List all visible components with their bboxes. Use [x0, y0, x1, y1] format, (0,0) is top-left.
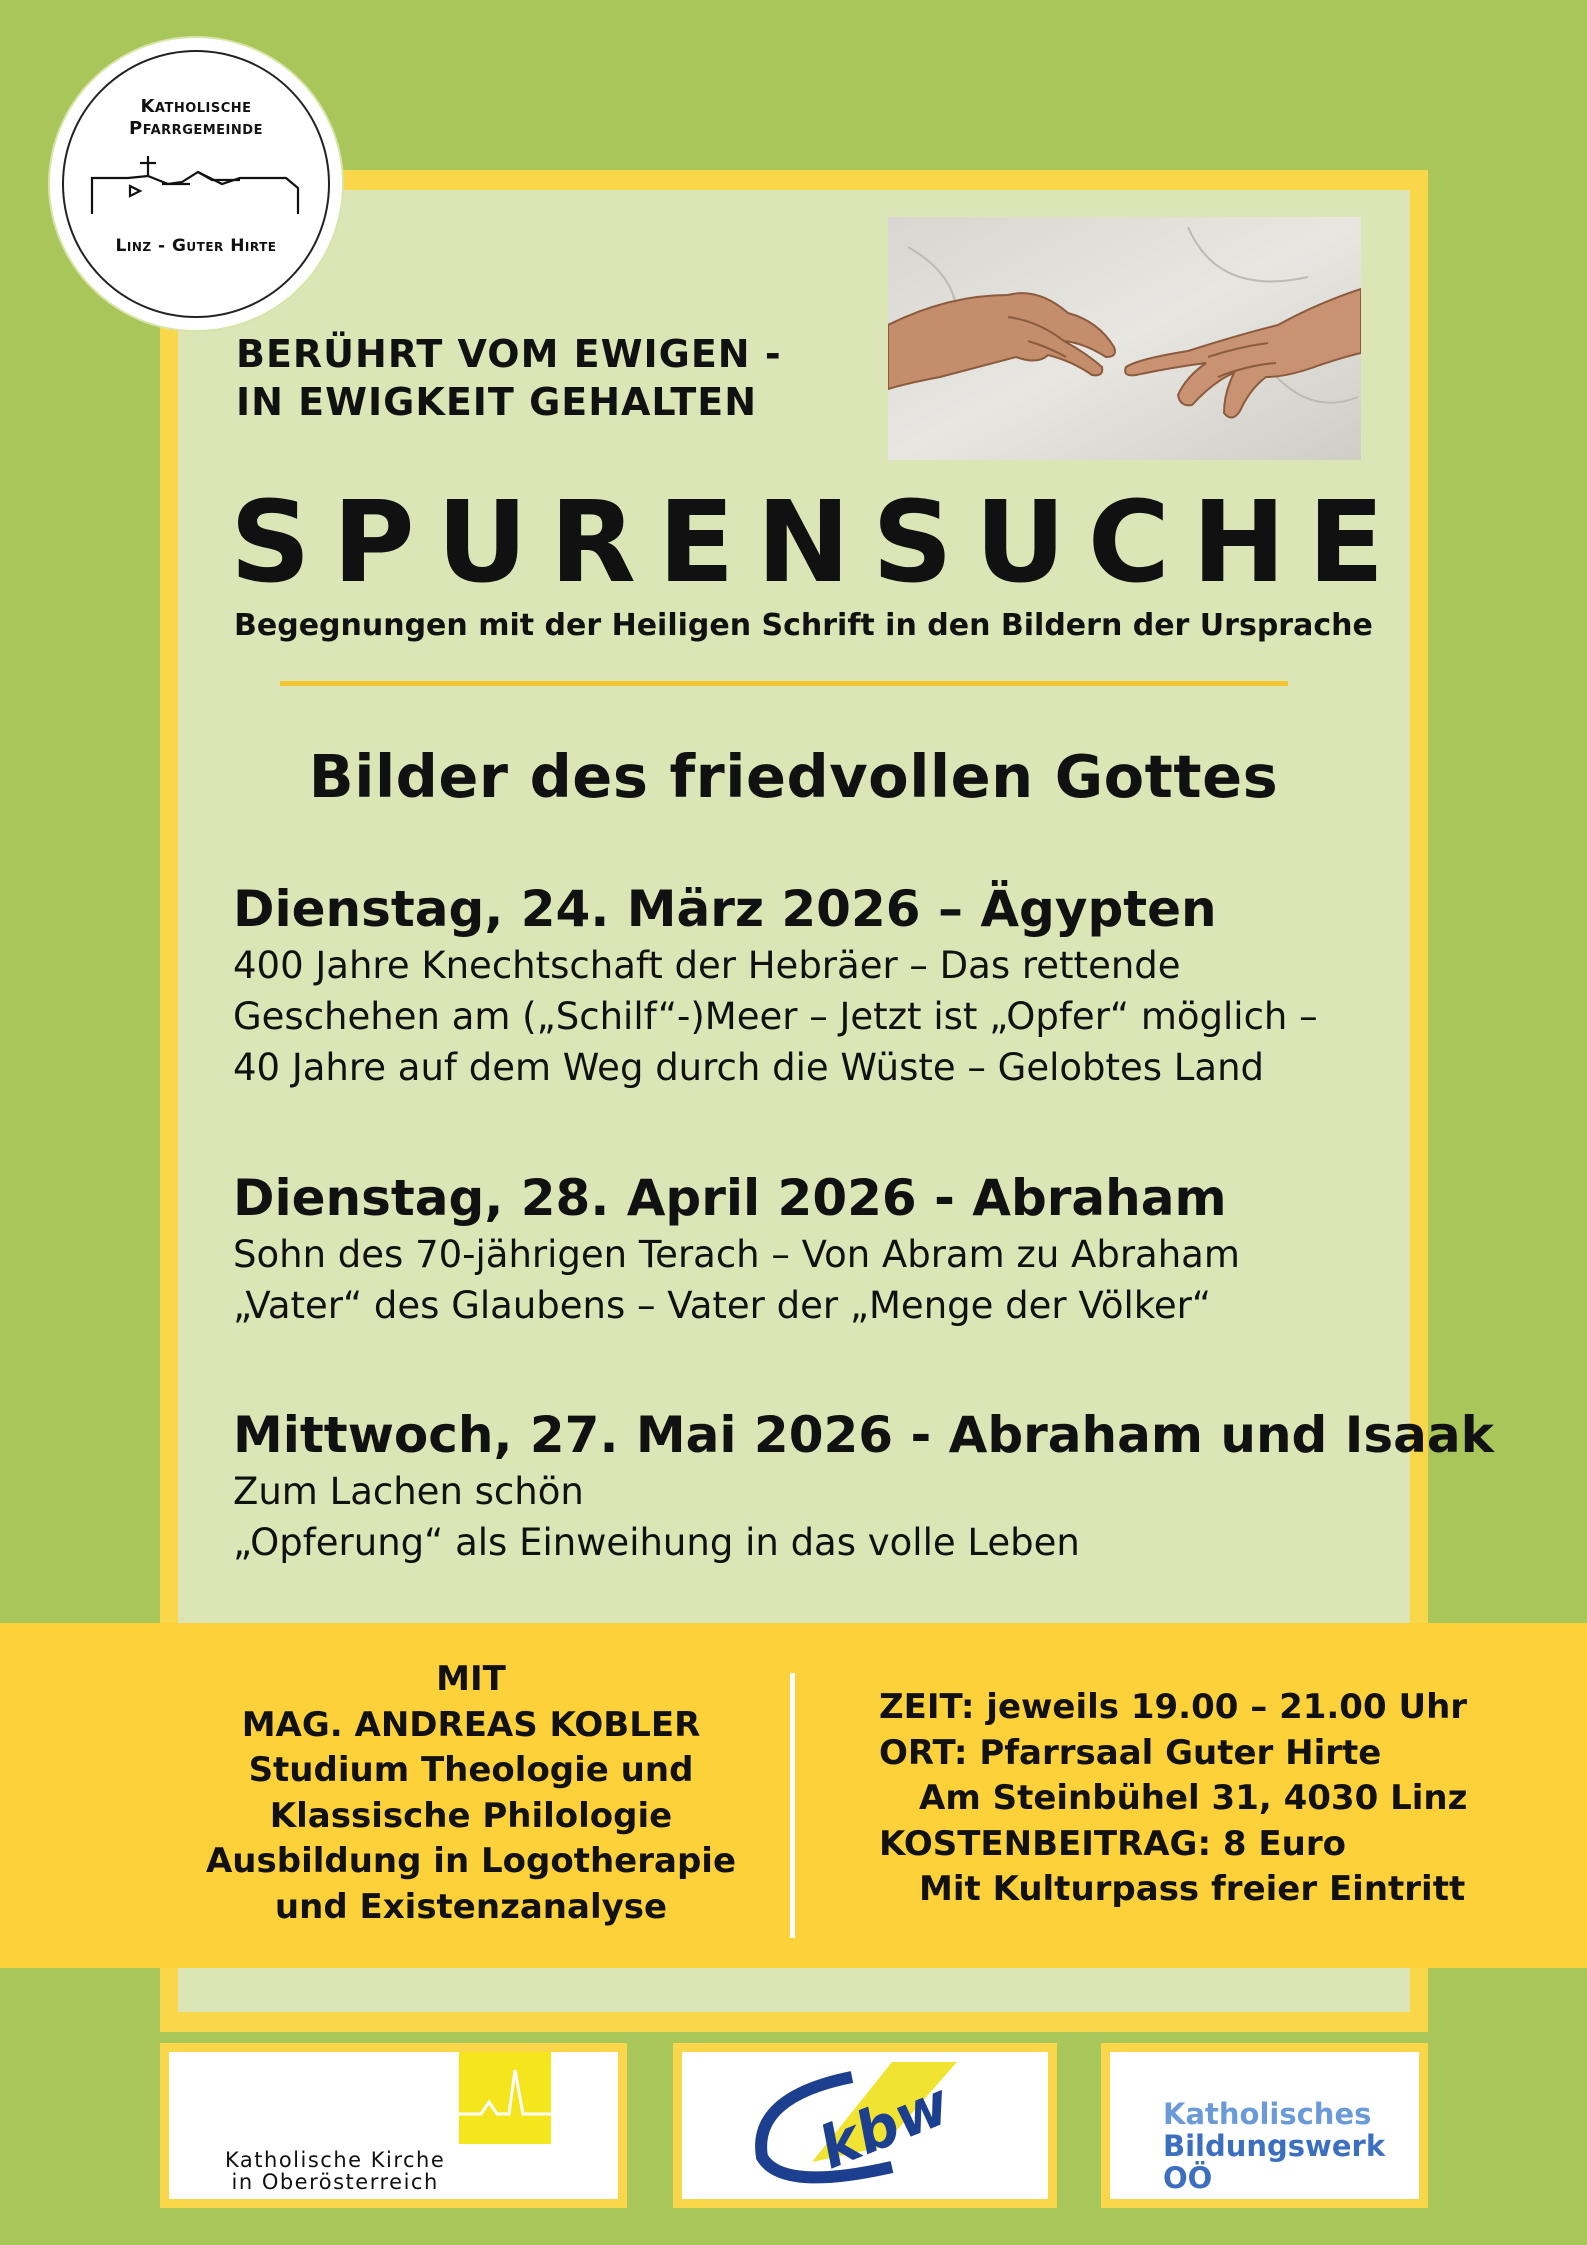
logo-background	[1110, 2052, 1419, 2199]
event-description-line: 400 Jahre Knechtschaft der Hebräer – Das rettende	[233, 944, 1181, 987]
event-heading: Mittwoch, 27. Mai 2026 - Abraham und Isaak	[233, 1406, 1494, 1464]
bildungswerk-text	[1163, 2098, 1419, 2194]
time-info: ZEIT: jeweils 19.00 – 21.00 Uhr	[879, 1687, 1468, 1727]
tagline	[236, 330, 782, 426]
presenter-info	[195, 1657, 747, 1930]
event-heading: Dienstag, 28. April 2026 - Abraham	[233, 1169, 1227, 1227]
presenter-line: Klassische Philologie	[269, 1795, 673, 1836]
event-heading: Dienstag, 24. März 2026 – Ägypten	[233, 880, 1217, 938]
footer-logo-kirche	[160, 2043, 627, 2208]
place-info: ORT: Pfarrsaal Guter Hirte	[879, 1732, 1382, 1773]
logo-background	[169, 2052, 618, 2199]
main-title: SPURENSUCHE	[230, 478, 1407, 608]
logo-line-2: Pfarrgemeinde	[129, 118, 263, 139]
presenter-line: Studium Theologie und	[248, 1750, 694, 1790]
band-divider	[790, 1673, 795, 1938]
logo-background	[682, 2052, 1048, 2199]
bildungswerk-line-2: Bildungswerk OÖ	[1163, 2129, 1386, 2195]
event-2	[233, 1167, 1240, 1331]
fee-note: Mit Kulturpass freier Eintritt	[919, 1869, 1466, 1909]
fee-info: KOSTENBEITRAG: 8 Euro	[879, 1823, 1346, 1864]
event-description-line: Geschehen am („Schilf“-)Meer – Jetzt ist „Opfer“ möglich –	[233, 995, 1318, 1038]
presenter-line: und Existenzanalyse	[274, 1886, 668, 1927]
presenter-line: MIT	[436, 1659, 506, 1699]
event-description-line: Sohn des 70-jährigen Terach – Von Abram zu Abraham	[233, 1233, 1240, 1276]
divider-rule	[280, 681, 1288, 686]
event-description-line: „Opferung“ als Einweihung in das volle Leben	[233, 1521, 1080, 1564]
bildungswerk-line-1: Katholisches	[1163, 2097, 1372, 2131]
tagline-line-2: IN EWIGKEIT GEHALTEN	[236, 380, 758, 424]
tagline-line-1: BERÜHRT VOM EWIGEN -	[236, 332, 782, 376]
church-skyline-icon	[90, 156, 302, 226]
presenter-line: Ausbildung in Logotherapie	[205, 1841, 737, 1881]
footer-logo-bildungswerk	[1101, 2043, 1428, 2208]
series-title: Bilder des friedvollen Gottes	[308, 742, 1279, 811]
kirche-ooe-text	[225, 2149, 445, 2193]
event-description-line: 40 Jahre auf dem Weg durch die Wüste – Gelobtes Land	[233, 1046, 1265, 1089]
creation-hands-image	[888, 217, 1361, 460]
kirche-line-2: in Oberösterreich	[231, 2170, 439, 2194]
event-1	[233, 878, 1318, 1093]
kbw-logo-icon	[742, 2057, 992, 2197]
event-3	[233, 1404, 1494, 1568]
address-info: Am Steinbühel 31, 4030 Linz	[919, 1778, 1468, 1818]
kbw-logo-text: kbw	[809, 2069, 959, 2183]
logo-line-3: Linz - Guter Hirte	[115, 236, 277, 256]
event-description-line: „Vater“ des Glaubens – Vater der „Menge der Völker“	[233, 1284, 1211, 1327]
logo-text-top	[50, 96, 342, 140]
footer-logo-kbw	[673, 2043, 1057, 2208]
subtitle: Begegnungen mit der Heiligen Schrift in den Bildern der Ursprache	[234, 608, 1373, 643]
parish-logo	[50, 38, 342, 330]
event-details	[879, 1685, 1467, 1913]
kirche-line-1: Katholische Kirche	[225, 2148, 446, 2172]
presenter-name: MAG. ANDREAS KOBLER	[241, 1704, 701, 1745]
logo-line-1: Katholische	[140, 96, 252, 117]
event-description-line: Zum Lachen schön	[233, 1470, 584, 1513]
kirche-ooe-emblem-icon	[459, 2052, 551, 2144]
